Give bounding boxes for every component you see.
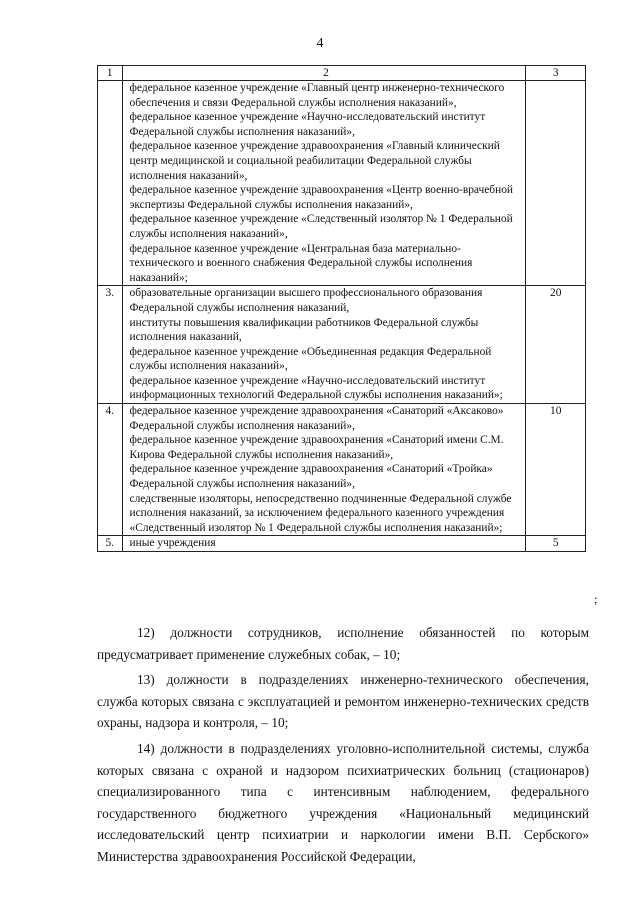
row-value [526, 81, 586, 286]
institution-entry: федеральное казенное учреждение здравоохранения «Центр военно-врачебной экспертизы Федеральной службы исполнения наказаний», [129, 184, 513, 211]
row-institutions [122, 404, 526, 536]
institution-entry: федеральное казенное учреждение «Главный центр инженерно-технического обеспечения и связи Федеральной службы исполнения наказаний», [129, 82, 505, 109]
row-number [98, 81, 123, 286]
institution-entry: федеральное казенное учреждение здравоохранения «Главный клинический центр медицинской и социальной реабилитации Федеральной службы исполнения наказаний», [129, 140, 500, 182]
institution-entry: федеральное казенное учреждение «Объединенная редакция Федеральной службы исполнения наказаний», [129, 345, 492, 373]
institution-entry: следственные изоляторы, непосредственно подчиненные Федеральной службе исполнения наказаний, за исключением федерального казенного учреждения «Следственный изолятор № 1 Федеральной службы исполнения наказаний»; [129, 492, 512, 534]
row-institutions [122, 536, 526, 552]
table-row [98, 536, 586, 552]
institution-entry: федеральное казенное учреждение «Научно-исследовательский институт Федеральной службы исполнения наказаний», [129, 111, 486, 138]
institution-entry: федеральное казенное учреждение «Следственный изолятор № 1 Федеральной службы исполнения наказаний», [129, 213, 513, 240]
institution-entry: федеральное казенное учреждение здравоохранения «Санаторий «Тройка» Федеральной службы исполнения наказаний», [129, 463, 493, 491]
row-value: 10 [526, 404, 586, 536]
institution-entry: федеральное казенное учреждение «Центральная база материально-технического и военного снабжения Федеральной службы исполнения наказаний»; [129, 242, 473, 284]
row-number: 5. [98, 536, 123, 552]
page-number: 4 [316, 36, 324, 51]
institution-entry: федеральное казенное учреждение здравоохранения «Санаторий имени С.М. Кирова Федеральной службы исполнения наказаний», [129, 434, 504, 461]
institution-entry: институты повышения квалификации работников Федеральной службы исполнения наказаний, [129, 316, 479, 344]
header-col-1: 1 [98, 66, 123, 81]
body-text [97, 622, 589, 872]
table-row [98, 404, 586, 536]
header-col-3: 3 [526, 66, 586, 81]
paragraph: 12) должности сотрудников, исполнение обязанностей по которым предусматривает применение служебных собак, – 10; [97, 625, 589, 662]
institutions-table [97, 65, 586, 552]
table-trailing-semicolon: ; [594, 592, 598, 606]
paragraph: 13) должности в подразделениях инженерно-технического обеспечения, служба которых связана с эксплуатацией и ремонтом инженерно-технических средств охраны, надзора и контроля, – 10; [97, 672, 589, 731]
institution-entry: иные учреждения [129, 537, 216, 550]
row-number: 4. [98, 404, 123, 536]
row-institutions [122, 81, 526, 286]
header-col-2: 2 [122, 66, 526, 81]
row-value: 5 [526, 536, 586, 552]
institution-entry: федеральное казенное учреждение здравоохранения «Санаторий «Аксаково» Федеральной службы исполнения наказаний», [129, 405, 504, 432]
institution-entry: федеральное казенное учреждение «Научно-исследовательский институт информационных технологий Федеральной службы исполнения наказаний»; [129, 374, 503, 402]
row-value: 20 [526, 286, 586, 404]
table-row [98, 286, 586, 404]
table-header-row [98, 66, 586, 81]
row-institutions [122, 286, 526, 404]
row-number: 3. [98, 286, 123, 404]
institution-entry: образовательные организации высшего профессионального образования Федеральной службы исполнения наказаний, [129, 287, 483, 314]
table-row [98, 81, 586, 286]
paragraph: 14) должности в подразделениях уголовно-исполнительной системы, служба которых связана с охраной и надзором психиатрических больниц (стационаров) специализированного типа с интенсивным наблюдением, федерального государственного бюджетного учреждения «Национальный медицинский исследовательский центр психиатрии и наркологии имени В.П. Сербского» Министерства здравоохранения Российской Федерации, [97, 740, 589, 864]
